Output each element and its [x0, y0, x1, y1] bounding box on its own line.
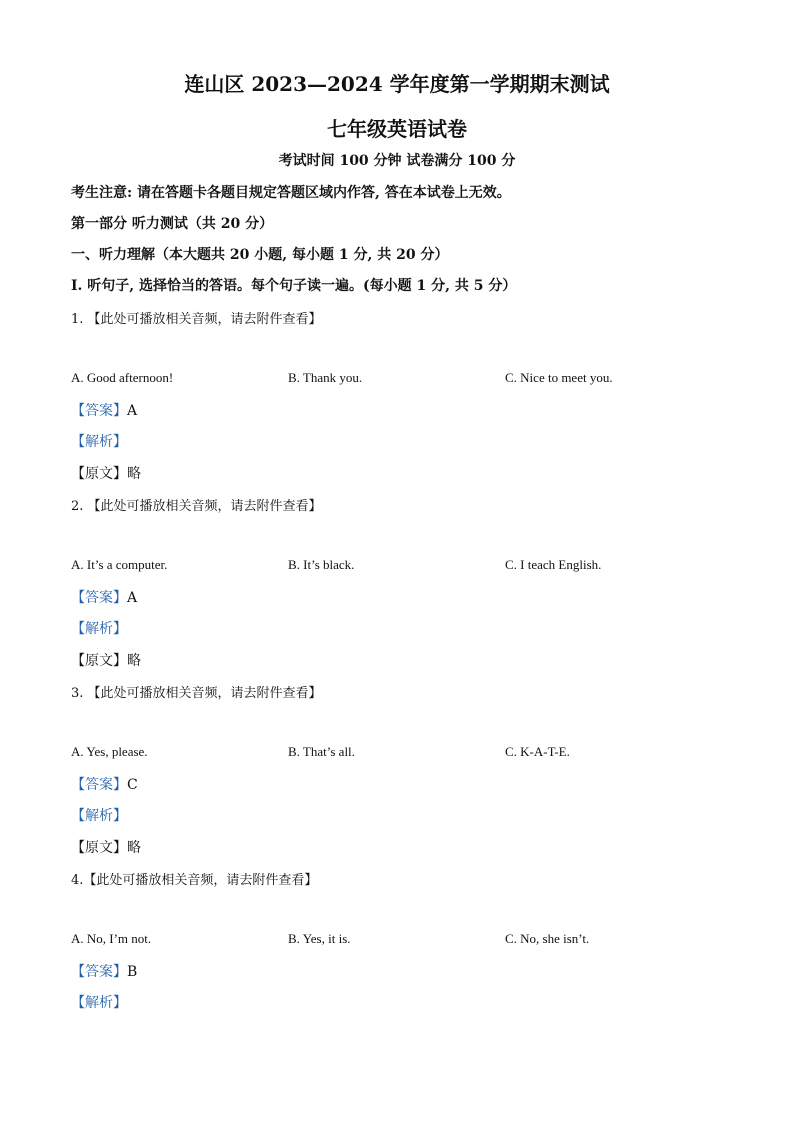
question-3-option-c: C. K-A-T-E.	[505, 744, 570, 759]
question-4-prompt: 4.【此处可播放相关音频，请去附件查看】	[71, 873, 318, 888]
question-1-option-a: A. Good afternoon!	[71, 370, 174, 385]
question-3-option-a: A. Yes, please.	[71, 744, 148, 759]
analysis-label: 【解析】	[71, 995, 127, 1011]
question-4-option-b: B. Yes, it is.	[288, 931, 351, 946]
original-value: 略	[127, 466, 141, 482]
answer-value: C	[127, 777, 138, 793]
section-heading: 一、听力理解（本大题共 20 小题, 每小题 1 分, 共 20 分）	[71, 247, 449, 263]
question-4-option-a: A. No, I’m not.	[71, 931, 152, 946]
question-2-option-c: C. I teach English.	[505, 557, 602, 572]
question-4-answer	[71, 961, 137, 981]
question-1-option-b: B. Thank you.	[288, 370, 363, 385]
question-1-original	[71, 463, 141, 483]
question-2-option-b: B. It’s black.	[288, 557, 355, 572]
original-value: 略	[127, 840, 141, 856]
exam-notice: 考生注意: 请在答题卡各题目规定答题区域内作答, 答在本试卷上无效。	[71, 185, 511, 201]
question-2-original	[71, 650, 141, 670]
question-2-option-a: A. It’s a computer.	[71, 557, 168, 572]
exam-info: 考试时间 100 分钟 试卷满分 100 分	[278, 153, 516, 169]
original-label: 【原文】	[71, 653, 127, 669]
answer-value: A	[127, 590, 138, 606]
question-2-answer	[71, 587, 137, 607]
analysis-label: 【解析】	[71, 434, 127, 450]
question-1-option-c: C. Nice to meet you.	[505, 370, 613, 385]
original-label: 【原文】	[71, 466, 127, 482]
original-value: 略	[127, 653, 141, 669]
answer-label: 【答案】	[71, 590, 127, 606]
question-3-option-b: B. That’s all.	[288, 744, 355, 759]
question-1-prompt: 1. 【此处可播放相关音频，请去附件查看】	[71, 312, 322, 327]
question-3-answer	[71, 774, 138, 794]
analysis-label: 【解析】	[71, 808, 127, 824]
original-label: 【原文】	[71, 840, 127, 856]
answer-label: 【答案】	[71, 777, 127, 793]
analysis-label: 【解析】	[71, 621, 127, 637]
question-3-analysis	[71, 805, 127, 825]
question-3-original	[71, 837, 141, 857]
subsection-heading: I. 听句子, 选择恰当的答语。每个句子读一遍。(每小题 1 分, 共 5 分）	[71, 278, 517, 294]
question-3-prompt: 3. 【此处可播放相关音频，请去附件查看】	[71, 686, 322, 701]
exam-subtitle: 七年级英语试卷	[327, 117, 467, 141]
question-1-analysis	[71, 431, 127, 451]
question-4-analysis	[71, 992, 127, 1012]
question-2-analysis	[71, 618, 127, 638]
answer-value: A	[127, 403, 138, 419]
answer-value: B	[127, 964, 138, 980]
question-2-prompt: 2. 【此处可播放相关音频，请去附件查看】	[71, 499, 322, 514]
exam-title: 连山区 2023—2024 学年度第一学期期末测试	[184, 72, 610, 96]
answer-label: 【答案】	[71, 964, 127, 980]
part-heading: 第一部分 听力测试（共 20 分）	[71, 216, 274, 232]
answer-label: 【答案】	[71, 403, 127, 419]
question-4-option-c: C. No, she isn’t.	[505, 931, 590, 946]
question-1-answer	[71, 400, 137, 420]
